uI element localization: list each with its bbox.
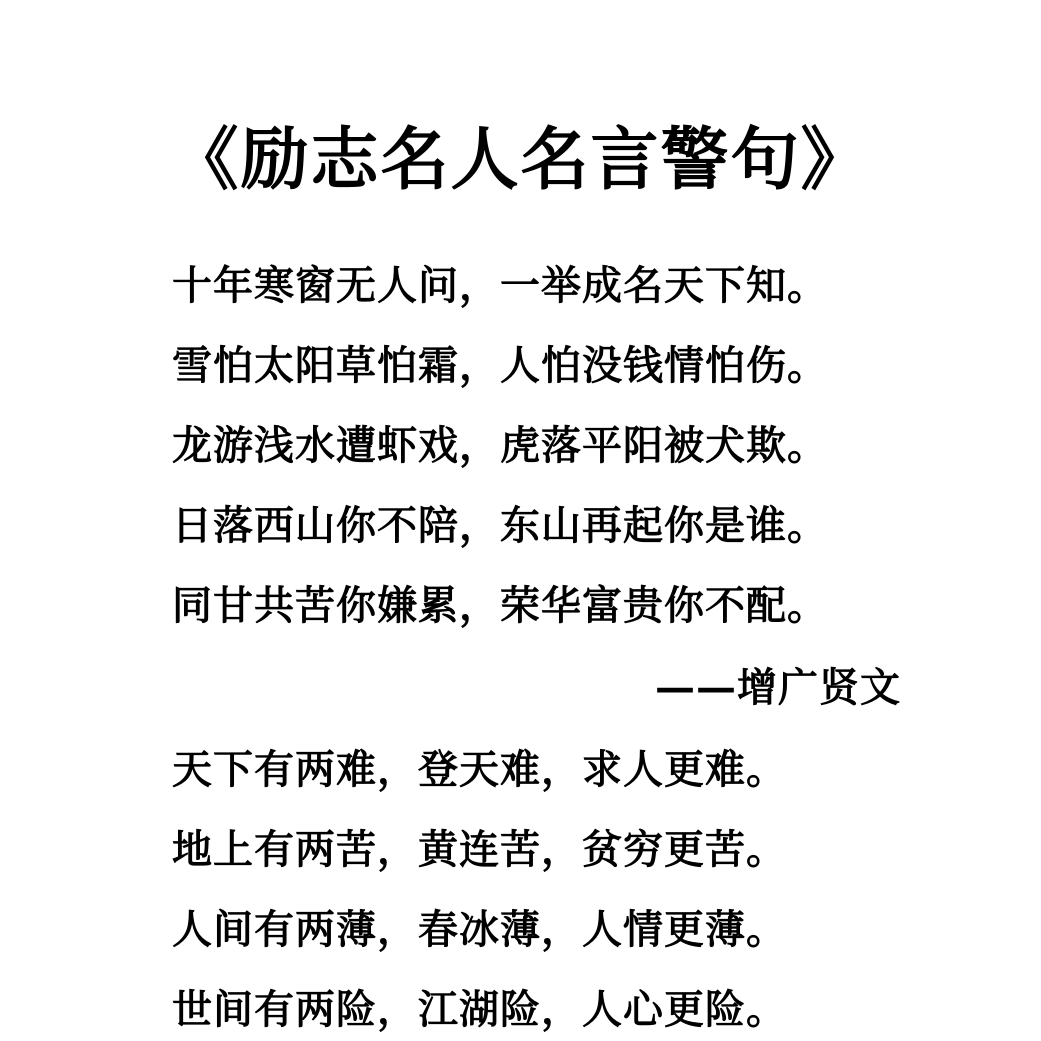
- quote-line: 天下有两难，登天难，求人更难。: [172, 746, 787, 793]
- attribution: ——增广贤文: [655, 664, 901, 711]
- quote-line: 雪怕太阳草怕霜，人怕没钱情怕伤。: [172, 342, 828, 389]
- quote-line: 地上有两苦，黄连苦，贫穷更苦。: [172, 826, 787, 873]
- quote-line: 十年寒窗无人问，一举成名天下知。: [172, 262, 828, 309]
- page-title: 《励志名人名言警句》: [170, 120, 871, 200]
- quote-line: 日落西山你不陪，东山再起你是谁。: [172, 502, 828, 549]
- quote-line: 同甘共苦你嫌累，荣华富贵你不配。: [172, 582, 828, 629]
- quote-line: 人间有两薄，春冰薄，人情更薄。: [172, 906, 787, 953]
- quote-line: 龙游浅水遭虾戏，虎落平阳被犬欺。: [172, 422, 828, 469]
- quote-line: 世间有两险，江湖险，人心更险。: [172, 986, 787, 1033]
